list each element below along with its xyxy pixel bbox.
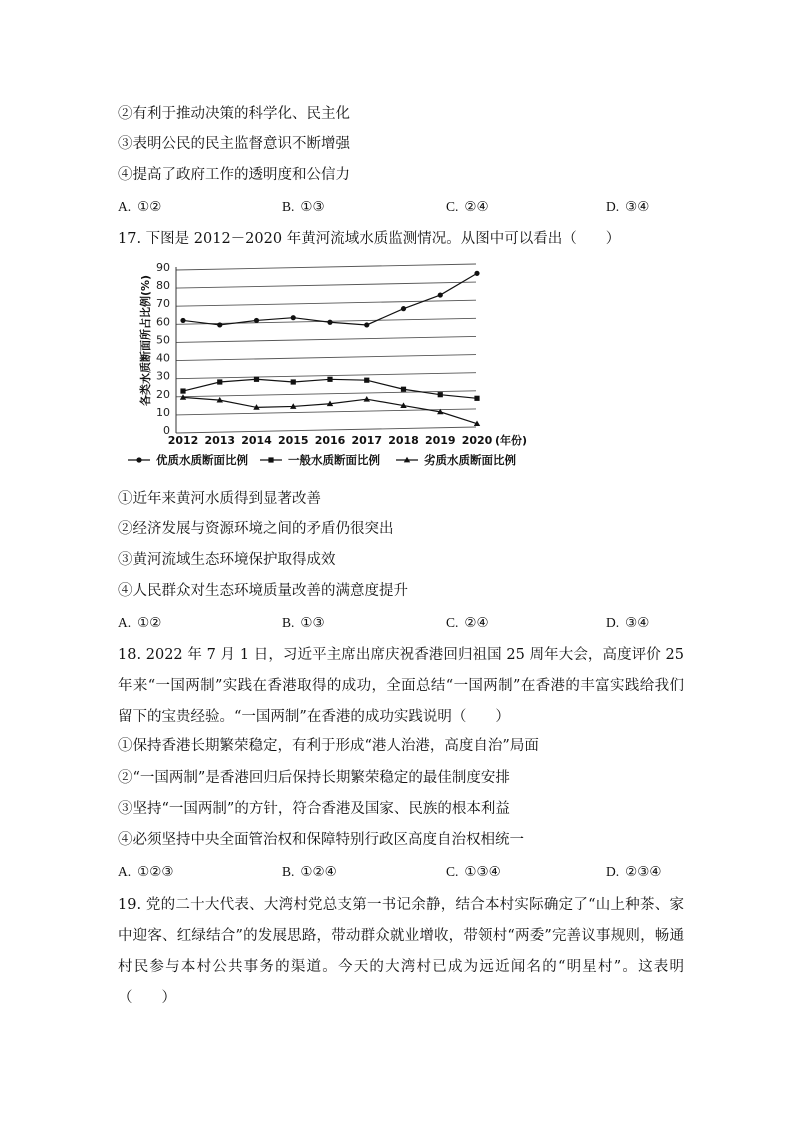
series-1-point: [438, 292, 443, 297]
legend-marker-2: [268, 457, 273, 462]
series-1-point: [217, 322, 222, 327]
series-3-point: [364, 396, 370, 402]
gridline-30: [176, 373, 476, 379]
legend-marker-1: [136, 457, 141, 462]
q18-options: [118, 864, 678, 884]
y-tick-label: 0: [163, 424, 170, 437]
series-1-point: [180, 318, 185, 323]
series-2-point: [291, 379, 296, 384]
series-1-point: [291, 315, 296, 320]
q18-item-4: ④必须坚持中央全面管治权和保障特别行政区高度自治权相统一: [118, 832, 524, 848]
x-tick-label: 2013: [204, 434, 236, 447]
x-tick-label: 2020: [461, 434, 493, 447]
series-1-point: [401, 306, 406, 311]
gridline-0: [176, 427, 476, 433]
y-tick-label: 70: [156, 297, 170, 311]
y-tick-label: 10: [156, 405, 170, 419]
q17-item-2: ②经济发展与资源环境之间的矛盾仍很突出: [118, 521, 394, 537]
q17-option-a[interactable]: A. ①②: [118, 615, 162, 631]
x-axis-label: (年份): [495, 434, 528, 447]
q18-item-1: ①保持香港长期繁荣稳定，有利于形成“港人治港，高度自治”局面: [118, 738, 539, 754]
q17-option-c[interactable]: C. ②④: [446, 615, 489, 631]
x-tick-label: 2019: [424, 434, 456, 447]
gridline-50: [176, 336, 476, 342]
gridline-80: [176, 282, 476, 288]
gridline-70: [176, 300, 476, 306]
q16-item-2: ②有利于推动决策的科学化、民主化: [118, 106, 350, 122]
x-tick-label: 2014: [241, 434, 272, 447]
y-axis-label: 各类水质断面所占比例(%): [139, 274, 152, 407]
water-quality-chart: [118, 255, 538, 475]
q17-options: [118, 615, 678, 635]
y-tick-label: 30: [156, 369, 170, 383]
q16-item-4: ④提高了政府工作的透明度和公信力: [118, 167, 350, 183]
q17-item-4: ④人民群众对生态环境质量改善的满意度提升: [118, 583, 408, 599]
series-line-1: [183, 273, 477, 325]
q18-stem: 18. 2022 年 7 月 1 日，习近平主席出席庆祝香港回归祖国 25 周年大会，高度评价 25 年来“一国两制”实践在香港取得的成功，全面总结“一国两制”在香港的丰富实践给我们留下的宝贵经验。“一国两制”在香港的成功实践说明（ ）: [118, 647, 684, 725]
legend-label-2: 一般水质断面比例: [288, 453, 380, 467]
q18-option-d[interactable]: D. ②③④: [606, 864, 662, 880]
q18-item-2: ②“一国两制”是香港回归后保持长期繁荣稳定的最佳制度安排: [118, 770, 510, 786]
series-1-point: [364, 322, 369, 327]
gridline-40: [176, 355, 476, 361]
series-1-point: [327, 320, 332, 325]
q16-item-3: ③表明公民的民主监督意识不断增强: [118, 136, 350, 152]
q17-item-3: ③黄河流域生态环境保护取得成效: [118, 552, 336, 568]
gridline-90: [176, 264, 476, 270]
q17-item-1: ①近年来黄河水质得到显著改善: [118, 491, 321, 507]
q17-stem: 17. 下图是 2012－2020 年黄河流域水质监测情况。从图中可以看出（ ）: [118, 231, 621, 247]
x-tick-label: 2016: [314, 434, 346, 447]
series-1-point: [474, 271, 479, 276]
series-2-point: [401, 387, 406, 392]
q19-stem: 19. 党的二十大代表、大湾村党总支第一书记余静，结合本村实际确定了“山上种茶、家中迎客、红绿结合”的发展思路，带动群众就业增收，带领村“两委”完善议事规则，畅通村民参与本村公共事务的渠道。今天的大湾村已成为远近闻名的“明星村”。这表明（ ）: [118, 897, 684, 1006]
q16-options: [118, 199, 678, 219]
y-tick-label: 50: [156, 333, 170, 347]
series-2-point: [217, 379, 222, 384]
q18-option-c[interactable]: C. ①③④: [446, 864, 501, 880]
x-tick-label: 2012: [167, 434, 199, 447]
y-tick-label: 60: [156, 315, 170, 329]
q16-option-d[interactable]: D. ③④: [606, 199, 650, 215]
series-2-point: [180, 388, 185, 393]
q16-option-b[interactable]: B. ①③: [282, 199, 325, 215]
q18-item-3: ③坚持“一国两制”的方针，符合香港及国家、民族的根本利益: [118, 801, 510, 817]
series-2-point: [364, 378, 369, 383]
series-2-point: [254, 377, 259, 382]
y-tick-label: 20: [156, 387, 170, 401]
series-2-point: [438, 392, 443, 397]
q16-option-a[interactable]: A. ①②: [118, 199, 162, 215]
q18-option-b[interactable]: B. ①②④: [282, 864, 337, 880]
legend-label-3: 劣质水质断面比例: [424, 453, 516, 467]
y-tick-label: 90: [156, 261, 170, 274]
series-2-point: [327, 377, 332, 382]
q16-option-c[interactable]: C. ②④: [446, 199, 489, 215]
series-1-point: [254, 318, 259, 323]
legend-label-1: 优质水质断面比例: [156, 453, 248, 467]
series-2-point: [474, 396, 479, 401]
q17-option-d[interactable]: D. ③④: [606, 615, 650, 631]
q18-option-a[interactable]: A. ①②③: [118, 864, 174, 880]
y-tick-label: 80: [156, 279, 170, 293]
x-tick-label: 2017: [351, 434, 383, 447]
q17-option-b[interactable]: B. ①③: [282, 615, 325, 631]
x-tick-label: 2018: [388, 434, 419, 447]
x-tick-label: 2015: [277, 434, 309, 447]
y-tick-label: 40: [156, 351, 170, 365]
